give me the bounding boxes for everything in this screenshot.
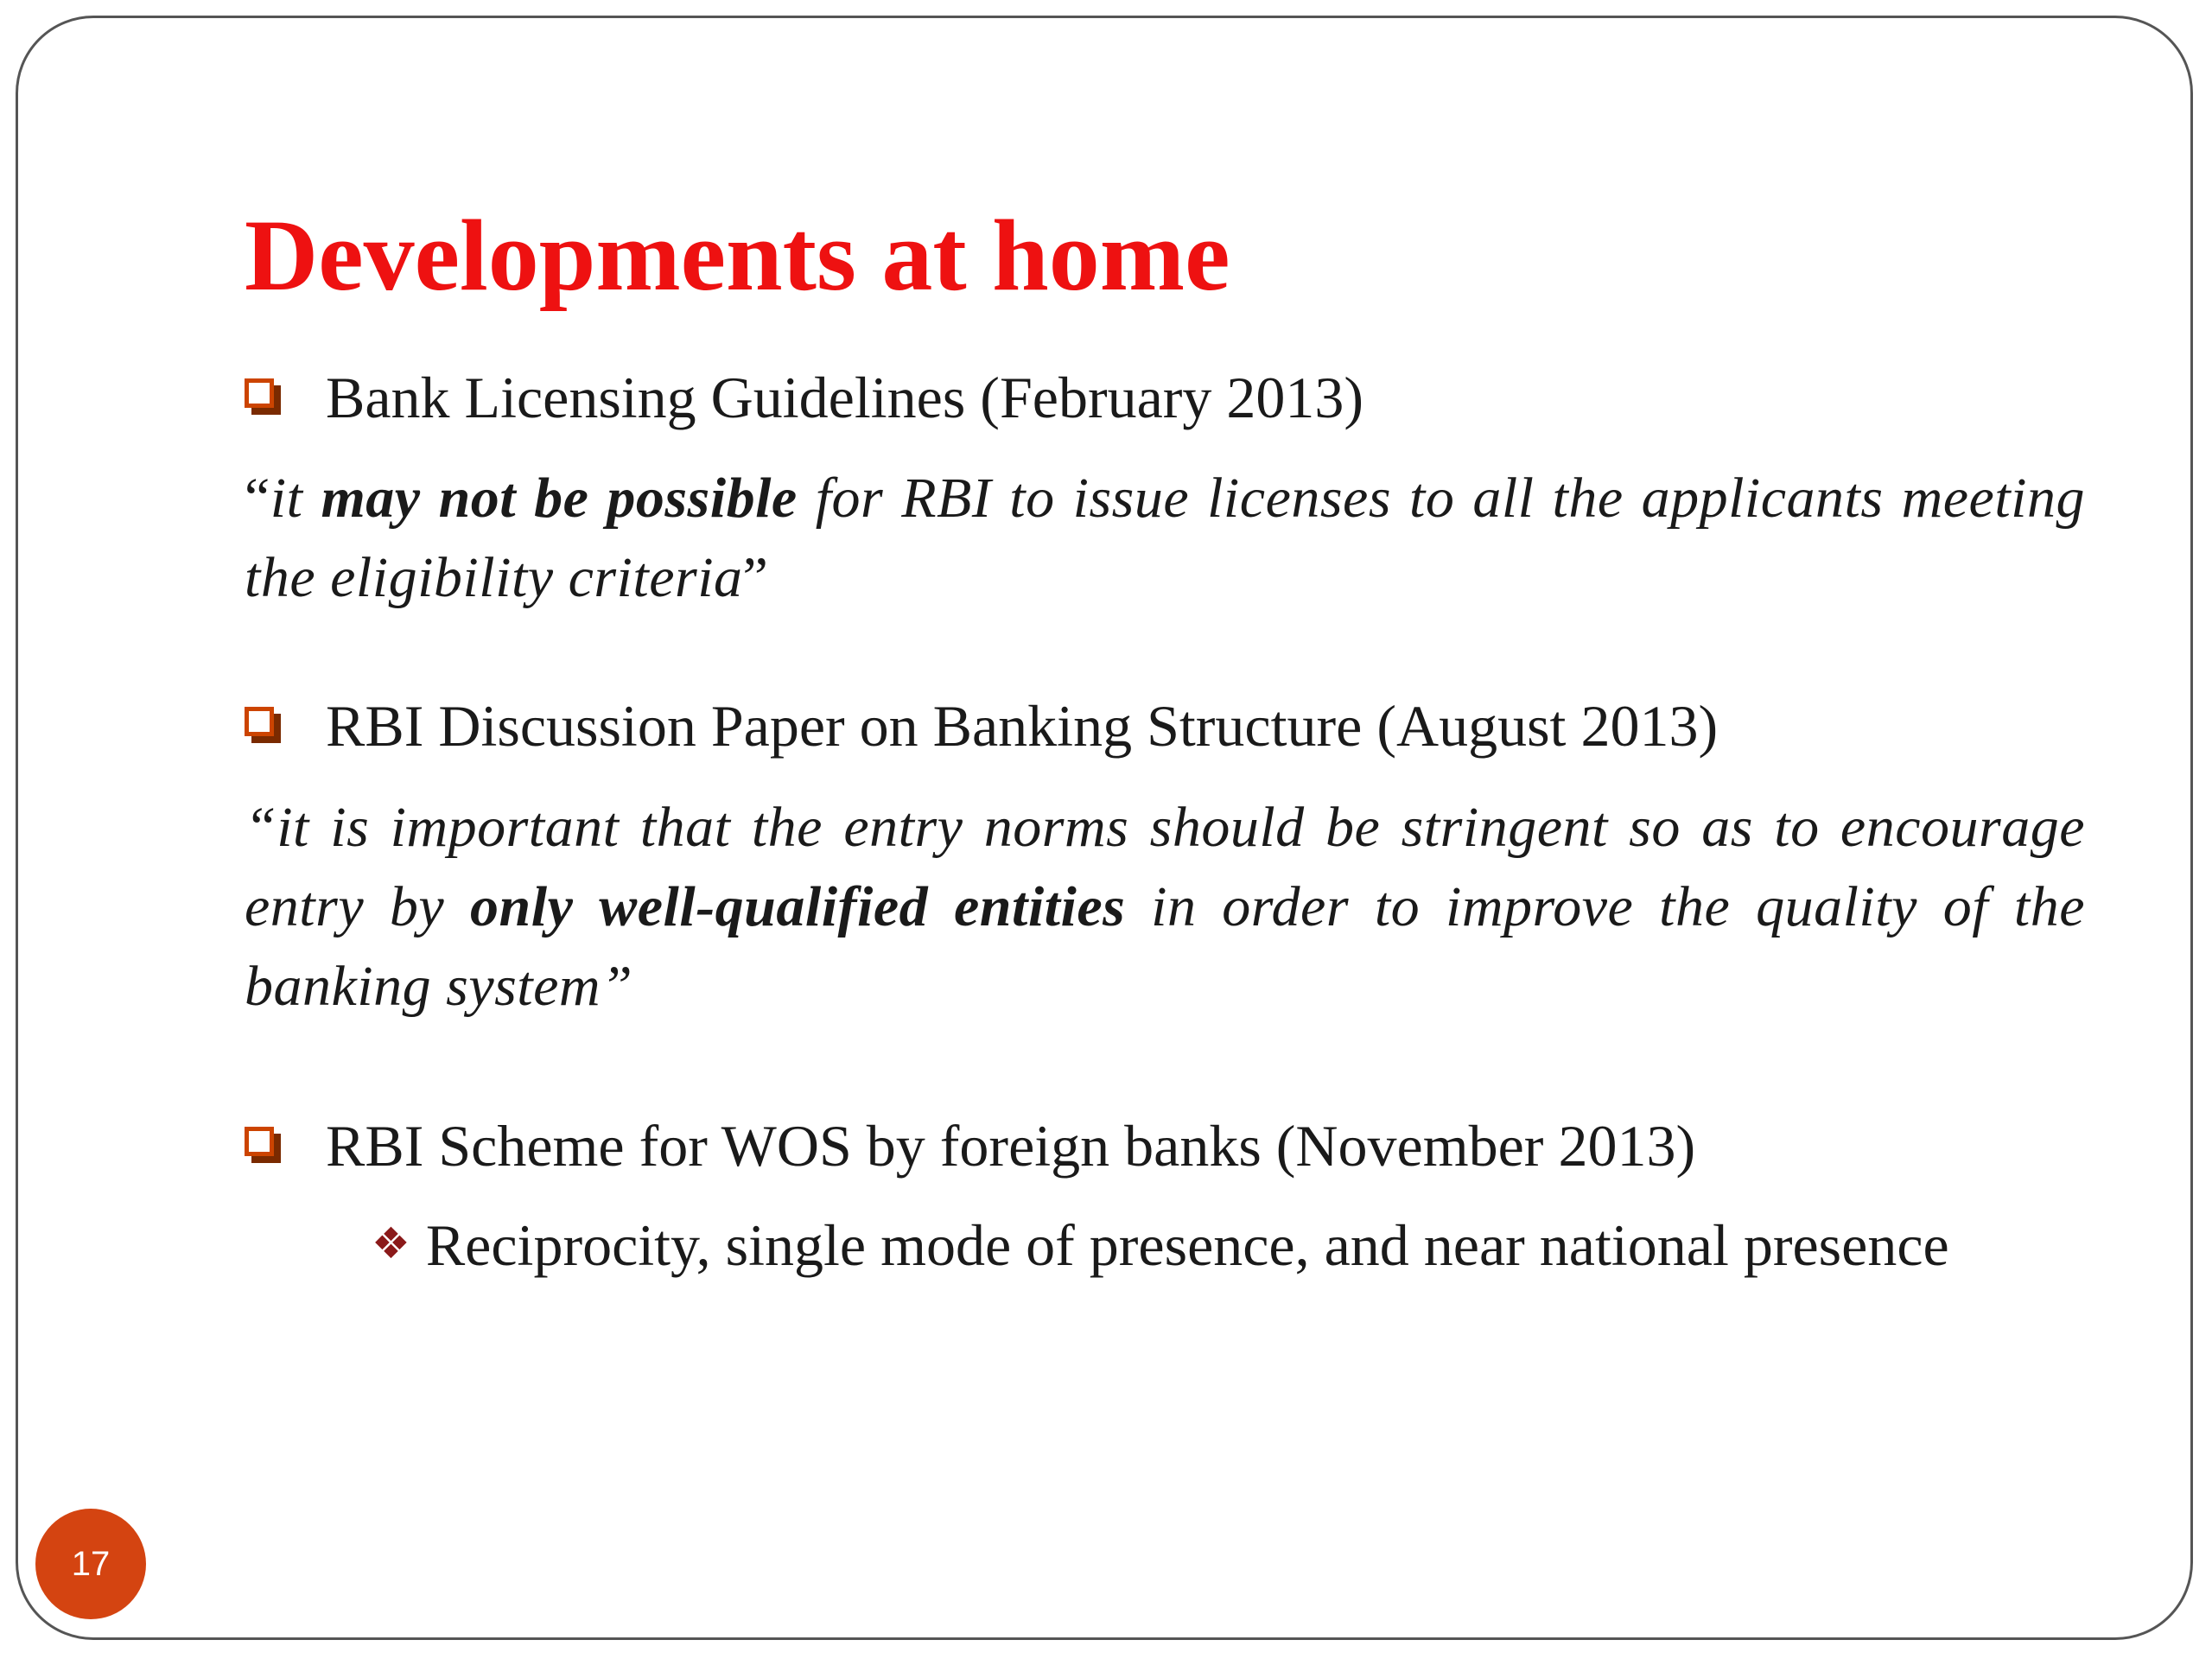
checkbox-square-icon — [245, 707, 284, 747]
sub-bullet-text: Reciprocity, single mode of presence, and near national presence — [425, 1212, 1949, 1278]
bullet-item-bank-licensing — [245, 363, 1363, 434]
slide-title: Developments at home — [245, 199, 1230, 312]
bullet-heading: Bank Licensing Guidelines (February 2013) — [326, 365, 1364, 430]
quote-emphasis: may not be possible — [321, 467, 798, 530]
quote-emphasis: only well-qualified entities — [470, 875, 1126, 938]
quote-bank-licensing — [245, 459, 2085, 618]
quote-text: it is important that the entry norms should be stringent so as to encourage entry by — [245, 796, 2085, 938]
quote-close-mark: ” — [601, 955, 633, 1018]
quote-discussion-paper — [245, 788, 2085, 1027]
checkbox-square-icon — [245, 378, 284, 418]
diamond-cluster-icon: ❖ — [372, 1218, 410, 1268]
quote-close-mark: ” — [742, 546, 769, 609]
bullet-item-wos-scheme — [245, 1111, 1695, 1182]
checkbox-square-icon — [245, 1127, 284, 1166]
quote-open-mark: “ — [245, 796, 277, 859]
quote-open-mark: “ — [245, 467, 270, 530]
bullet-item-discussion-paper — [245, 691, 1718, 762]
sub-bullet-reciprocity — [372, 1203, 2108, 1286]
page-number-badge: 17 — [35, 1509, 146, 1619]
bullet-heading: RBI Discussion Paper on Banking Structure (August 2013) — [326, 693, 1719, 759]
bullet-heading: RBI Scheme for WOS by foreign banks (November 2013) — [326, 1113, 1696, 1179]
quote-text: it — [270, 467, 321, 530]
quote-text: in order to improve the quality of the banking system — [245, 875, 2085, 1018]
quote-text: for RBI to issue licenses to all the applicants meeting the eligibility criteria — [245, 467, 2085, 609]
